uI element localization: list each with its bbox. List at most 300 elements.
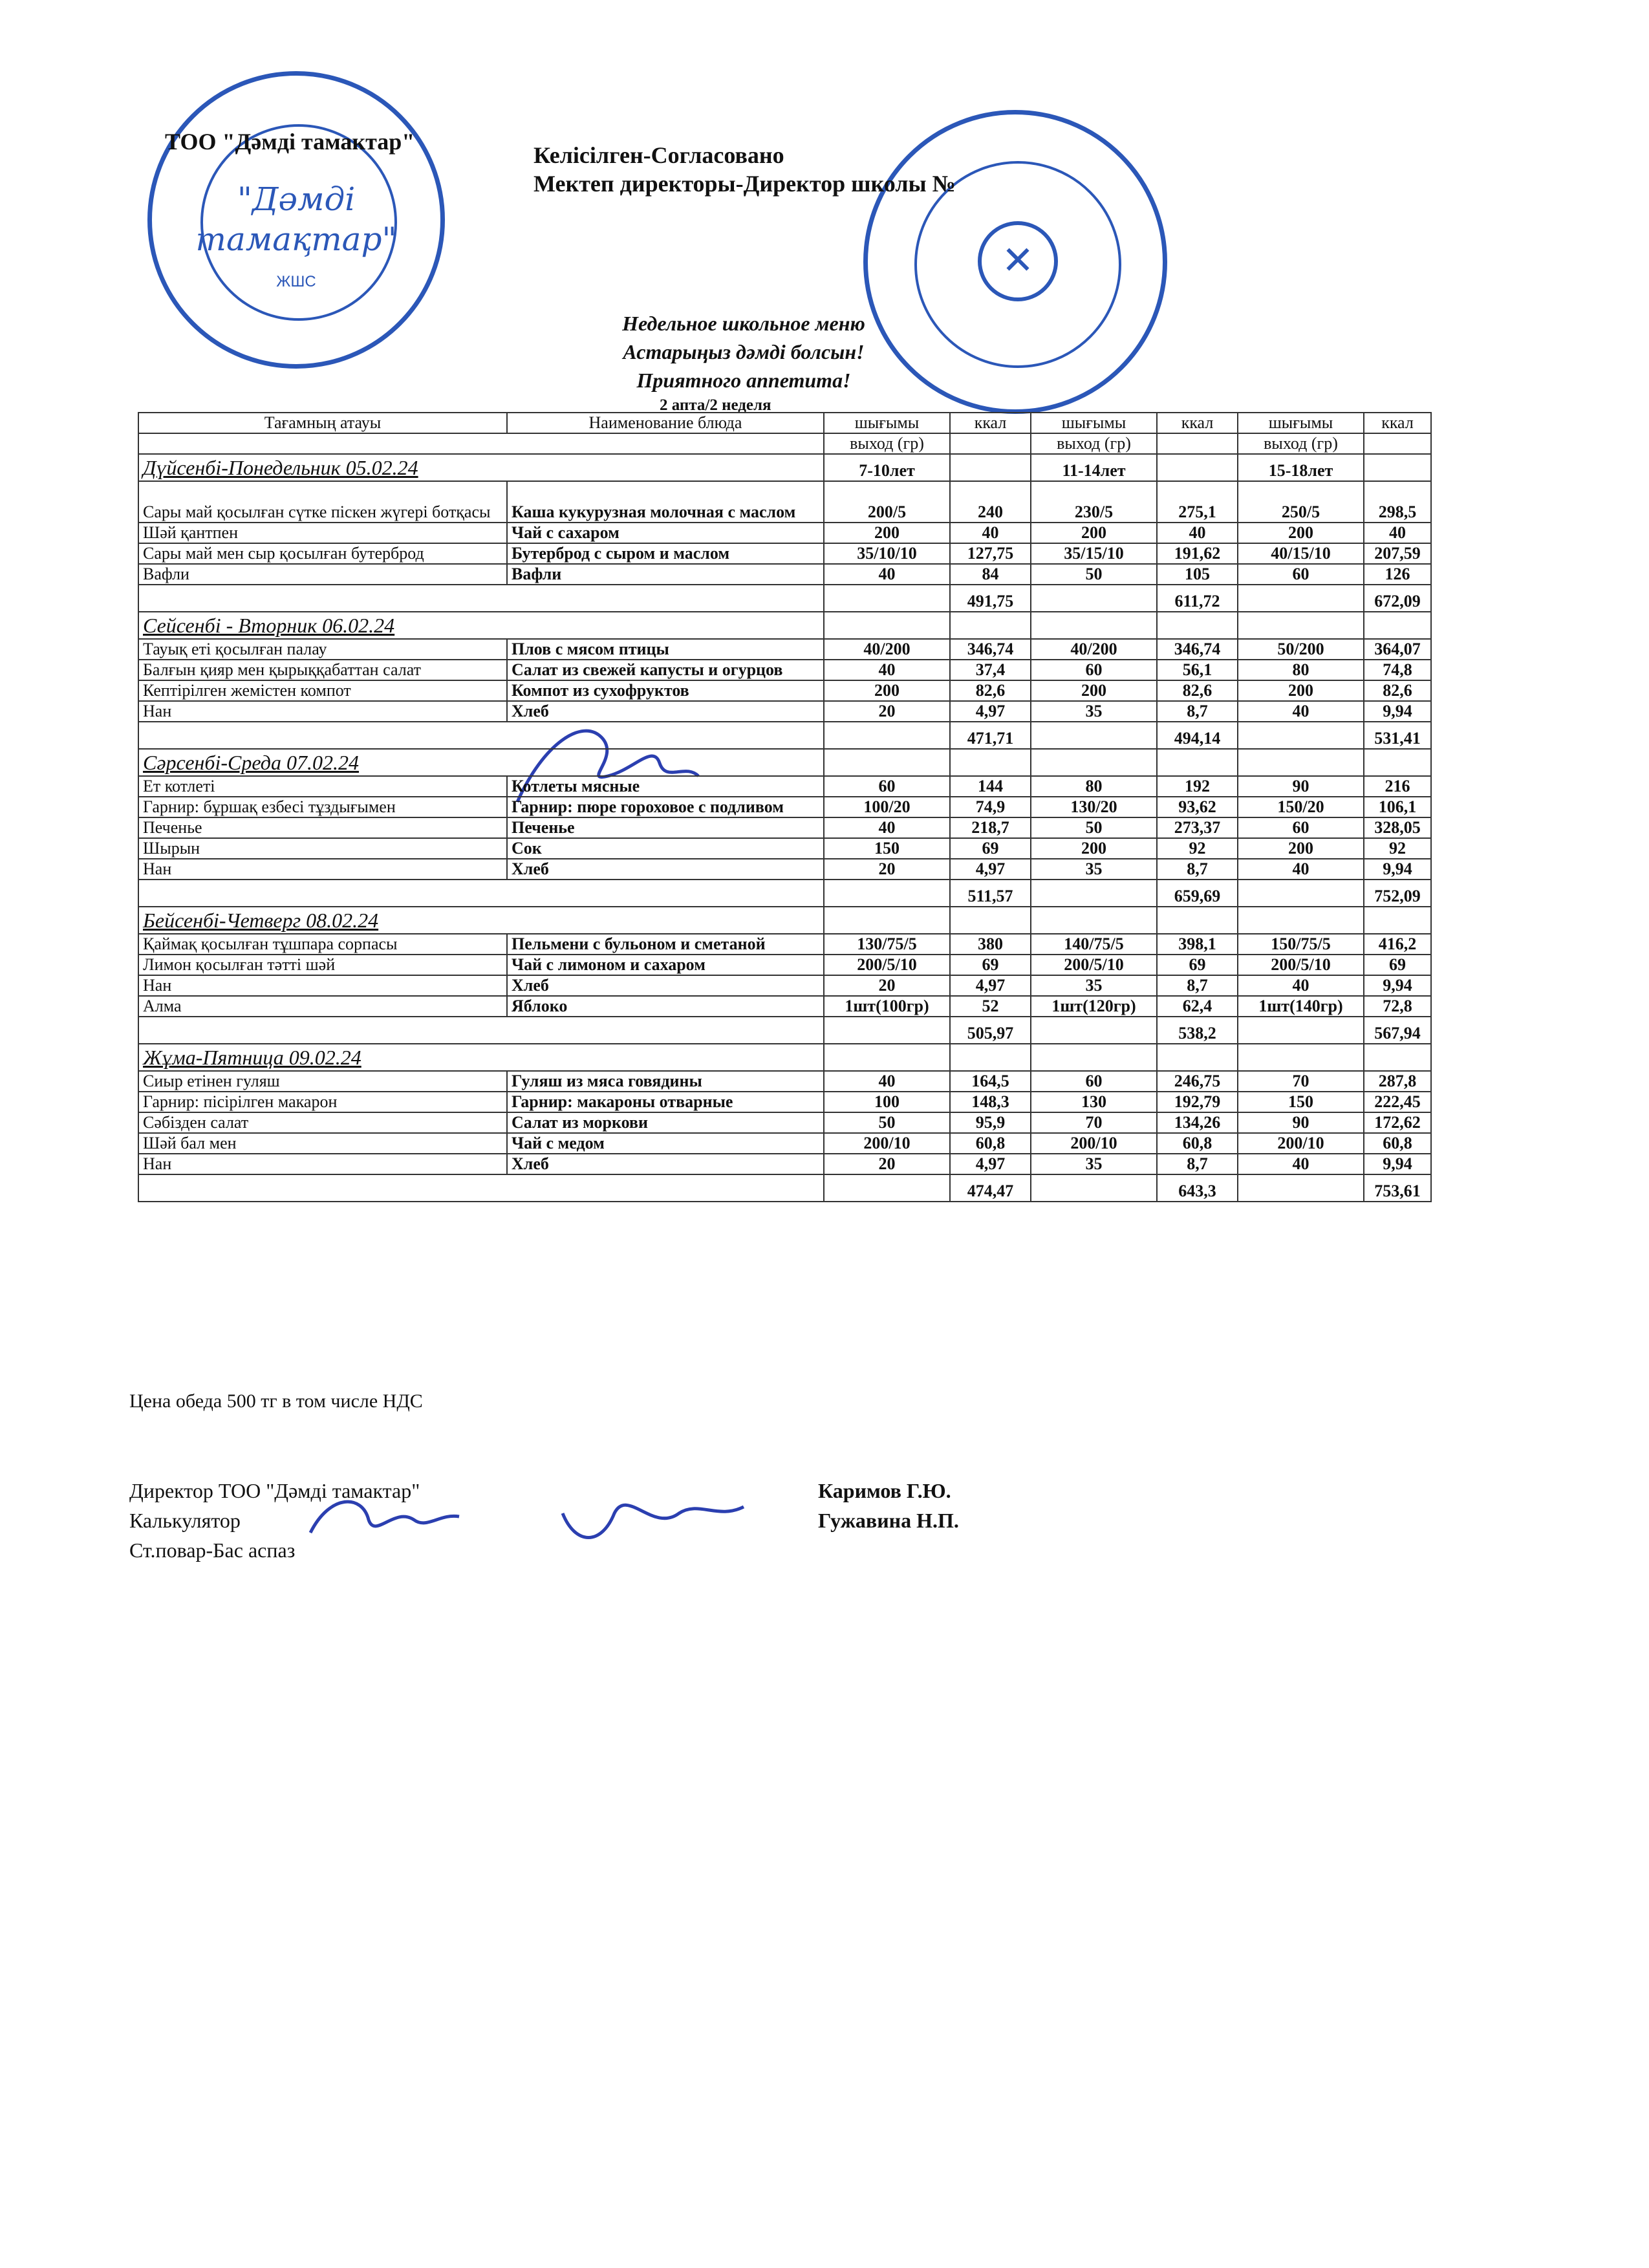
- kcal-cell: 74,9: [950, 797, 1031, 817]
- dish-name-ru: Котлеты мясные: [507, 776, 824, 797]
- yield-cell: 1шт(120гр): [1031, 996, 1157, 1017]
- col-ru-name: Наименование блюда: [507, 413, 824, 433]
- yield-cell: 130: [1031, 1092, 1157, 1112]
- dish-name-kz: Гарнир: бұршақ езбесі тұздығымен: [138, 797, 507, 817]
- day-total-row: [138, 1017, 1431, 1044]
- day-yield-blank: [824, 749, 950, 776]
- yield-cell: 130/75/5: [824, 934, 950, 955]
- menu-title: Недельное школьное меню: [622, 312, 865, 335]
- name-director: Каримов Г.Ю.: [818, 1479, 951, 1502]
- age-group-label: 11-14лет: [1031, 454, 1157, 481]
- kcal-cell: 275,1: [1157, 481, 1238, 523]
- dish-name-kz: Сары май қосылған сүтке піскен жүгері ботқасы: [138, 481, 507, 523]
- kcal-cell: 191,62: [1157, 543, 1238, 564]
- kcal-cell: 164,5: [950, 1071, 1031, 1092]
- day-yield-blank: [1238, 1044, 1364, 1071]
- day-name: Жұма-Пятница 09.02.24: [138, 1044, 824, 1071]
- kcal-cell: 60,8: [1364, 1133, 1431, 1154]
- col-kcal-3: ккал: [1364, 413, 1431, 433]
- kcal-cell: 8,7: [1157, 975, 1238, 996]
- day-yield-blank: [1031, 749, 1157, 776]
- col-kz-name: Тағамның атауы: [138, 413, 507, 433]
- kcal-cell: 273,37: [1157, 817, 1238, 838]
- kcal-cell: 40: [1364, 523, 1431, 543]
- dish-name-kz: Лимон қосылған тәтті шәй: [138, 955, 507, 975]
- kcal-cell: 105: [1157, 564, 1238, 585]
- kcal-cell: 4,97: [950, 701, 1031, 722]
- day-header-row: [138, 749, 1431, 776]
- day-total-row: [138, 1174, 1431, 1202]
- kcal-cell: 148,3: [950, 1092, 1031, 1112]
- kcal-cell: 4,97: [950, 975, 1031, 996]
- col-yield-gr-3: выход (гр): [1238, 433, 1364, 454]
- kcal-cell: 364,07: [1364, 639, 1431, 660]
- total-yield-blank: [824, 1017, 950, 1044]
- yield-cell: 100/20: [824, 797, 950, 817]
- day-kcal-blank: [1364, 907, 1431, 934]
- day-total-kcal: 659,69: [1157, 880, 1238, 907]
- table-subheader-row: [138, 433, 1431, 454]
- kcal-cell: 127,75: [950, 543, 1031, 564]
- kcal-cell: 328,05: [1364, 817, 1431, 838]
- yield-cell: 90: [1238, 1112, 1364, 1133]
- dish-name-ru: Салат из свежей капусты и огурцов: [507, 660, 824, 680]
- company-name: ТОО "Дәмді тамактар": [165, 129, 415, 155]
- kcal-cell: 37,4: [950, 660, 1031, 680]
- day-total-kcal: 491,75: [950, 585, 1031, 612]
- table-row: [138, 639, 1431, 660]
- col-yield-gr-1: выход (гр): [824, 433, 950, 454]
- day-total-kcal: 672,09: [1364, 585, 1431, 612]
- day-total-kcal: 505,97: [950, 1017, 1031, 1044]
- table-row: [138, 955, 1431, 975]
- yield-cell: 200/5: [824, 481, 950, 523]
- day-kcal-blank: [950, 1044, 1031, 1071]
- yield-cell: 200: [1238, 838, 1364, 859]
- yield-cell: 200: [1031, 838, 1157, 859]
- wish-kz: Астарыңыз дәмді болсын!: [623, 340, 865, 363]
- day-total-row: [138, 585, 1431, 612]
- col-yield-2: шығымы: [1031, 413, 1157, 433]
- day-kcal-blank: [1157, 612, 1238, 639]
- age-group-label: 7-10лет: [824, 454, 950, 481]
- day-kcal-blank: [1157, 454, 1238, 481]
- table-row: [138, 543, 1431, 564]
- kcal-cell: 40: [950, 523, 1031, 543]
- kcal-cell: 72,8: [1364, 996, 1431, 1017]
- yield-cell: 20: [824, 975, 950, 996]
- day-kcal-blank: [1364, 749, 1431, 776]
- total-yield-blank: [1031, 585, 1157, 612]
- yield-cell: 1шт(140гр): [1238, 996, 1364, 1017]
- yield-cell: 100: [824, 1092, 950, 1112]
- yield-cell: 60: [1238, 817, 1364, 838]
- yield-cell: 60: [824, 776, 950, 797]
- yield-cell: 200: [1238, 523, 1364, 543]
- yield-cell: 60: [1238, 564, 1364, 585]
- dish-name-ru: Вафли: [507, 564, 824, 585]
- dish-name-ru: Хлеб: [507, 859, 824, 880]
- age-group-label: 15-18лет: [1238, 454, 1364, 481]
- day-total-kcal: 531,41: [1364, 722, 1431, 749]
- dish-name-ru: Яблоко: [507, 996, 824, 1017]
- day-total-kcal: 567,94: [1364, 1017, 1431, 1044]
- total-blank: [138, 1174, 824, 1202]
- kcal-cell: 40: [1157, 523, 1238, 543]
- kcal-cell: 60,8: [1157, 1133, 1238, 1154]
- yield-cell: 40: [824, 817, 950, 838]
- table-row: [138, 996, 1431, 1017]
- kcal-cell: 4,97: [950, 1154, 1031, 1174]
- director-label: Мектеп директоры-Директор школы №: [534, 171, 956, 197]
- yield-cell: 200/5/10: [1031, 955, 1157, 975]
- day-total-kcal: 752,09: [1364, 880, 1431, 907]
- day-total-kcal: 753,61: [1364, 1174, 1431, 1202]
- stamp-name-line1: "Дәмді: [237, 180, 356, 218]
- day-yield-blank: [1238, 749, 1364, 776]
- dish-name-kz: Алма: [138, 996, 507, 1017]
- dish-name-ru: Бутерброд с сыром и маслом: [507, 543, 824, 564]
- yield-cell: 40/200: [824, 639, 950, 660]
- yield-cell: 40: [1238, 859, 1364, 880]
- table-row: [138, 1071, 1431, 1092]
- day-name: Дүйсенбі-Понедельник 05.02.24: [138, 454, 824, 481]
- dish-name-ru: Гуляш из мяса говядины: [507, 1071, 824, 1092]
- kcal-cell: 240: [950, 481, 1031, 523]
- total-blank: [138, 880, 824, 907]
- col-kcal-1: ккал: [950, 413, 1031, 433]
- total-yield-blank: [824, 722, 950, 749]
- dish-name-kz: Сары май мен сыр қосылған бутерброд: [138, 543, 507, 564]
- kcal-cell: 92: [1157, 838, 1238, 859]
- yield-cell: 60: [1031, 1071, 1157, 1092]
- dish-name-kz: Печенье: [138, 817, 507, 838]
- dish-name-ru: Салат из моркови: [507, 1112, 824, 1133]
- yield-cell: 35/15/10: [1031, 543, 1157, 564]
- yield-cell: 150: [1238, 1092, 1364, 1112]
- yield-cell: 40: [824, 564, 950, 585]
- dish-name-ru: Пельмени с бульоном и сметаной: [507, 934, 824, 955]
- day-name: Бейсенбі-Четверг 08.02.24: [138, 907, 824, 934]
- kcal-cell: 287,8: [1364, 1071, 1431, 1092]
- yield-cell: 80: [1031, 776, 1157, 797]
- yield-cell: 200: [1031, 523, 1157, 543]
- yield-cell: 40: [824, 1071, 950, 1092]
- yield-cell: 200: [824, 680, 950, 701]
- yield-cell: 130/20: [1031, 797, 1157, 817]
- day-yield-blank: [1031, 907, 1157, 934]
- day-kcal-blank: [950, 454, 1031, 481]
- kcal-cell: 62,4: [1157, 996, 1238, 1017]
- menu-heading: [582, 309, 905, 394]
- yield-cell: 50/200: [1238, 639, 1364, 660]
- kcal-cell: 82,6: [1364, 680, 1431, 701]
- kcal-cell: 298,5: [1364, 481, 1431, 523]
- table-row: [138, 1092, 1431, 1112]
- table-row: [138, 1112, 1431, 1133]
- yield-cell: 200/10: [1238, 1133, 1364, 1154]
- day-kcal-blank: [950, 749, 1031, 776]
- subheader-blank-kcal-2: [1157, 433, 1238, 454]
- col-yield-gr-2: выход (гр): [1031, 433, 1157, 454]
- yield-cell: 230/5: [1031, 481, 1157, 523]
- dish-name-ru: Печенье: [507, 817, 824, 838]
- company-stamp: [147, 71, 445, 369]
- dish-name-ru: Чай с сахаром: [507, 523, 824, 543]
- yield-cell: 20: [824, 701, 950, 722]
- day-total-row: [138, 880, 1431, 907]
- kcal-cell: 192,79: [1157, 1092, 1238, 1112]
- stamp-tag: ЖШС: [276, 273, 316, 290]
- menu-body: [138, 454, 1431, 1202]
- kcal-cell: 9,94: [1364, 859, 1431, 880]
- day-total-kcal: 643,3: [1157, 1174, 1238, 1202]
- total-yield-blank: [1238, 722, 1364, 749]
- table-row: [138, 1154, 1431, 1174]
- kcal-cell: 84: [950, 564, 1031, 585]
- kcal-cell: 56,1: [1157, 660, 1238, 680]
- yield-cell: 200: [824, 523, 950, 543]
- kcal-cell: 346,74: [950, 639, 1031, 660]
- kcal-cell: 69: [1364, 955, 1431, 975]
- table-row: [138, 934, 1431, 955]
- yield-cell: 250/5: [1238, 481, 1364, 523]
- yield-cell: 80: [1238, 660, 1364, 680]
- yield-cell: 150/75/5: [1238, 934, 1364, 955]
- yield-cell: 35: [1031, 859, 1157, 880]
- yield-cell: 70: [1031, 1112, 1157, 1133]
- dish-name-kz: Гарнир: пісірілген макарон: [138, 1092, 507, 1112]
- yield-cell: 200/5/10: [824, 955, 950, 975]
- yield-cell: 200/5/10: [1238, 955, 1364, 975]
- kcal-cell: 4,97: [950, 859, 1031, 880]
- dish-name-kz: Нан: [138, 975, 507, 996]
- kcal-cell: 416,2: [1364, 934, 1431, 955]
- kcal-cell: 9,94: [1364, 975, 1431, 996]
- yield-cell: 35: [1031, 1154, 1157, 1174]
- day-yield-blank: [824, 1044, 950, 1071]
- kcal-cell: 92: [1364, 838, 1431, 859]
- yield-cell: 40/200: [1031, 639, 1157, 660]
- yield-cell: 50: [824, 1112, 950, 1133]
- yield-cell: 40: [1238, 701, 1364, 722]
- dish-name-kz: Сәбізден салат: [138, 1112, 507, 1133]
- day-yield-blank: [1238, 612, 1364, 639]
- total-yield-blank: [1031, 1017, 1157, 1044]
- yield-cell: 35: [1031, 975, 1157, 996]
- day-yield-blank: [1238, 907, 1364, 934]
- day-name: Сейсенбі - Вторник 06.02.24: [138, 612, 824, 639]
- total-yield-blank: [1238, 1174, 1364, 1202]
- col-kcal-2: ккал: [1157, 413, 1238, 433]
- col-yield-3: шығымы: [1238, 413, 1364, 433]
- yield-cell: 140/75/5: [1031, 934, 1157, 955]
- kcal-cell: 69: [1157, 955, 1238, 975]
- kcal-cell: 218,7: [950, 817, 1031, 838]
- chef-signature-icon: [556, 1474, 750, 1559]
- col-yield-1: шығымы: [824, 413, 950, 433]
- yield-cell: 200/10: [824, 1133, 950, 1154]
- total-yield-blank: [1238, 880, 1364, 907]
- dish-name-ru: Плов с мясом птицы: [507, 639, 824, 660]
- day-yield-blank: [824, 907, 950, 934]
- dish-name-ru: Каша кукурузная молочная с маслом: [507, 481, 824, 523]
- week-label: 2 апта/2 неделя: [660, 396, 771, 414]
- dish-name-ru: Чай с медом: [507, 1133, 824, 1154]
- menu-table: [138, 412, 1432, 1202]
- table-row: [138, 660, 1431, 680]
- total-yield-blank: [1031, 880, 1157, 907]
- table-row: [138, 975, 1431, 996]
- kcal-cell: 9,94: [1364, 1154, 1431, 1174]
- total-yield-blank: [1238, 1017, 1364, 1044]
- dish-name-kz: Қаймақ қосылған тұшпара сорпасы: [138, 934, 507, 955]
- kcal-cell: 82,6: [1157, 680, 1238, 701]
- day-total-kcal: 511,57: [950, 880, 1031, 907]
- total-yield-blank: [1031, 722, 1157, 749]
- dish-name-kz: Сиыр етінен гуляш: [138, 1071, 507, 1092]
- calculator-signature-icon: [304, 1481, 466, 1559]
- kcal-cell: 8,7: [1157, 1154, 1238, 1174]
- dish-name-ru: Чай с лимоном и сахаром: [507, 955, 824, 975]
- day-kcal-blank: [1364, 1044, 1431, 1071]
- yield-cell: 40/15/10: [1238, 543, 1364, 564]
- kcal-cell: 192: [1157, 776, 1238, 797]
- table-header-row: [138, 413, 1431, 433]
- yield-cell: 35/10/10: [824, 543, 950, 564]
- dish-name-kz: Кептірілген жемістен компот: [138, 680, 507, 701]
- dish-name-kz: Балғын қияр мен қырыққабаттан салат: [138, 660, 507, 680]
- day-yield-blank: [1031, 612, 1157, 639]
- total-blank: [138, 1017, 824, 1044]
- yield-cell: 40: [1238, 975, 1364, 996]
- table-row: [138, 817, 1431, 838]
- table-row: [138, 776, 1431, 797]
- table-row: [138, 564, 1431, 585]
- role-calculator: Калькулятор: [129, 1509, 241, 1532]
- day-kcal-blank: [950, 907, 1031, 934]
- approval-label: Келісілген-Согласовано: [534, 142, 784, 168]
- total-yield-blank: [824, 880, 950, 907]
- price-note: Цена обеда 500 тг в том числе НДС: [129, 1390, 423, 1412]
- yield-cell: 1шт(100гр): [824, 996, 950, 1017]
- kcal-cell: 207,59: [1364, 543, 1431, 564]
- day-kcal-blank: [1364, 612, 1431, 639]
- yield-cell: 50: [1031, 564, 1157, 585]
- table-row: [138, 680, 1431, 701]
- wish-ru: Приятного аппетита!: [636, 369, 851, 392]
- dish-name-kz: Тауық еті қосылған палау: [138, 639, 507, 660]
- dish-name-kz: Шырын: [138, 838, 507, 859]
- dish-name-kz: Нан: [138, 701, 507, 722]
- kcal-cell: 216: [1364, 776, 1431, 797]
- day-total-kcal: 474,47: [950, 1174, 1031, 1202]
- total-yield-blank: [1238, 585, 1364, 612]
- emblem-icon: [978, 221, 1058, 301]
- table-row: [138, 523, 1431, 543]
- day-header-row: [138, 454, 1431, 481]
- dish-name-kz: Нан: [138, 1154, 507, 1174]
- role-chef: Ст.повар-Бас аспаз: [129, 1539, 296, 1562]
- day-kcal-blank: [1157, 749, 1238, 776]
- dish-name-ru: Гарнир: макароны отварные: [507, 1092, 824, 1112]
- kcal-cell: 106,1: [1364, 797, 1431, 817]
- day-yield-blank: [1031, 1044, 1157, 1071]
- dish-name-kz: Шәй қантпен: [138, 523, 507, 543]
- kcal-cell: 222,45: [1364, 1092, 1431, 1112]
- yield-cell: 150/20: [1238, 797, 1364, 817]
- day-yield-blank: [824, 612, 950, 639]
- table-row: [138, 797, 1431, 817]
- table-row: [138, 481, 1431, 523]
- total-yield-blank: [1031, 1174, 1157, 1202]
- kcal-cell: 134,26: [1157, 1112, 1238, 1133]
- dish-name-kz: Шәй бал мен: [138, 1133, 507, 1154]
- yield-cell: 40: [1238, 1154, 1364, 1174]
- yield-cell: 50: [1031, 817, 1157, 838]
- day-header-row: [138, 1044, 1431, 1071]
- dish-name-ru: Компот из сухофруктов: [507, 680, 824, 701]
- kcal-cell: 69: [950, 955, 1031, 975]
- name-calculator: Гужавина Н.П.: [818, 1509, 959, 1532]
- dish-name-kz: Ет котлеті: [138, 776, 507, 797]
- yield-cell: 60: [1031, 660, 1157, 680]
- subheader-blank-kcal-1: [950, 433, 1031, 454]
- yield-cell: 200/10: [1031, 1133, 1157, 1154]
- kcal-cell: 346,74: [1157, 639, 1238, 660]
- dish-name-kz: Нан: [138, 859, 507, 880]
- dish-name-kz: Вафли: [138, 564, 507, 585]
- yield-cell: 200: [1238, 680, 1364, 701]
- kcal-cell: 93,62: [1157, 797, 1238, 817]
- yield-cell: 20: [824, 1154, 950, 1174]
- day-total-kcal: 471,71: [950, 722, 1031, 749]
- yield-cell: 200: [1031, 680, 1157, 701]
- dish-name-ru: Гарнир: пюре гороховое с подливом: [507, 797, 824, 817]
- dish-name-ru: Хлеб: [507, 701, 824, 722]
- yield-cell: 70: [1238, 1071, 1364, 1092]
- day-name: Сәрсенбі-Среда 07.02.24: [138, 749, 824, 776]
- total-yield-blank: [824, 585, 950, 612]
- kcal-cell: 126: [1364, 564, 1431, 585]
- kcal-cell: 8,7: [1157, 701, 1238, 722]
- kcal-cell: 82,6: [950, 680, 1031, 701]
- kcal-cell: 74,8: [1364, 660, 1431, 680]
- table-row: [138, 701, 1431, 722]
- kcal-cell: 95,9: [950, 1112, 1031, 1133]
- table-row: [138, 838, 1431, 859]
- table-row: [138, 1133, 1431, 1154]
- stamp-name-line2: тамақтар": [195, 221, 397, 258]
- kcal-cell: 398,1: [1157, 934, 1238, 955]
- dish-name-ru: Сок: [507, 838, 824, 859]
- yield-cell: 40: [824, 660, 950, 680]
- dish-name-ru: Хлеб: [507, 1154, 824, 1174]
- kcal-cell: 9,94: [1364, 701, 1431, 722]
- kcal-cell: 69: [950, 838, 1031, 859]
- yield-cell: 20: [824, 859, 950, 880]
- kcal-cell: 172,62: [1364, 1112, 1431, 1133]
- kcal-cell: 380: [950, 934, 1031, 955]
- day-total-kcal: 538,2: [1157, 1017, 1238, 1044]
- kcal-cell: 144: [950, 776, 1031, 797]
- yield-cell: 35: [1031, 701, 1157, 722]
- total-blank: [138, 585, 824, 612]
- subheader-blank: [138, 433, 824, 454]
- subheader-blank-kcal-3: [1364, 433, 1431, 454]
- table-row: [138, 859, 1431, 880]
- day-kcal-blank: [1364, 454, 1431, 481]
